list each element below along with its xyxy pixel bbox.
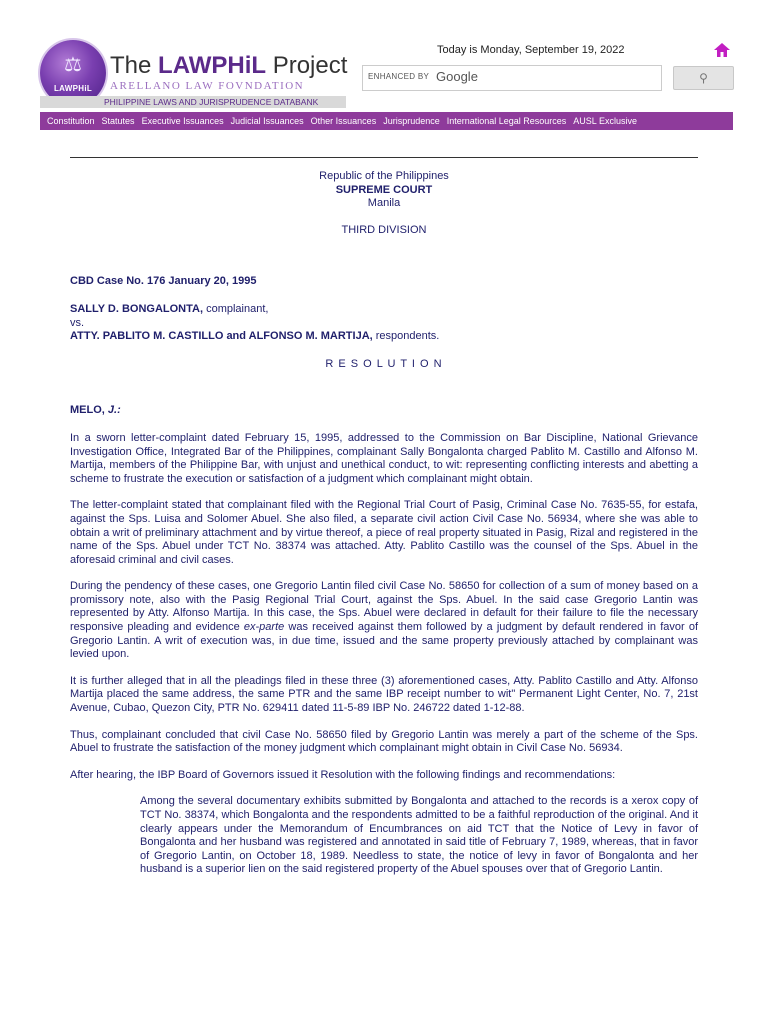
paragraph-3-italic: ex-parte <box>243 621 285 634</box>
paragraph-4: It is further alleged that in all the pleadings filed in these three (3) aforementioned cases, Atty. Pablito Castillo and Atty. Alfonso Martija placed the same address, the same PTR and the same IBP receipt number to wit" Permanent Light Center, No. 7, 21st Avenue, Cubao, Quezon City, PTR No. 629411 dated 11-5-89 IBP No. 246722 dated 1-12-88. <box>70 674 698 715</box>
paragraph-1: In a sworn letter-complaint dated February 15, 1995, addressed to the Commission on Bar Discipline, National Grievance Investigation Office, Integrated Bar of the Philippines, complainant Sally Bongalonta charged Pablito M. Castillo and Alfonso M. Martija, members of the Philippine Bar, with unjust and unethical conduct, to wit: representing conflicting interests and abetting a scheme to frustrate the execution or satisfaction of a judgment which complainant might obtain. <box>70 431 698 485</box>
search-button[interactable] <box>673 66 734 90</box>
site-header <box>0 0 768 135</box>
court: SUPREME COURT <box>335 183 433 196</box>
paragraph-3b: was received against them followed by a judgment by default rendered in favor of Gregorio Lantin. A writ of execution was, in due time, issued and the same property previously attached by complainant was levied upon. <box>70 621 699 661</box>
party-1-name: SALLY D. BONGALONTA, <box>70 302 204 315</box>
today-date: Today is Monday, September 19, 2022 <box>437 44 625 56</box>
paragraph-3a: During the pendency of these cases, one Gregorio Lantin filed civil Case No. 58650 for collection of a sum of money based on a promissory note, also with the Pasig Regional Trial Court, against the Sps. Abuel. In the said case Gregorio Lantin was represented by Atty. Alfonso Martija. In this case, the Sps. Abuel were declared in default for their failure to file the necessary responsive pleading and evidence <box>70 580 698 634</box>
title-brand: LAWPHiL <box>158 52 267 79</box>
versus: vs. <box>70 316 85 329</box>
nav-ausl-exclusive[interactable]: AUSL Exclusive <box>573 116 637 126</box>
party-2 <box>70 330 698 344</box>
divider <box>70 157 698 158</box>
paragraph-3 <box>70 580 698 662</box>
search-icon: ⚲ <box>699 71 708 85</box>
paragraph-6: After hearing, the IBP Board of Governors issued it Resolution with the following findings and recommendations: <box>70 768 616 781</box>
division: THIRD DIVISION <box>341 223 427 236</box>
main-nav <box>40 112 733 130</box>
title-prefix: The <box>110 52 159 79</box>
ponente-name: MELO, <box>70 404 108 417</box>
nav-constitution[interactable]: Constitution <box>47 116 95 126</box>
case-title: CBD Case No. 176 January 20, 1995 <box>70 275 257 288</box>
block-quote: Among the several documentary exhibits submitted by Bongalonta and attached to the records is a xerox copy of TCT No. 38374, which Bongalonta and the respondents admitted to be a faithful reproduction of the original. And it clearly appears under the Memorandum of Encumbrances on aid TCT that the Notice of Levy in favor of Bongalonta and her husband was registered and annotated in said title of February 7, 1989, whereas, that in favor of Gregorio Lantin, on October 18, 1989. Needless to state, the notice of levy in favor of Bongalonta and her husband is a superior lien on the said registered property of the Abuel spouses over that of Gregorio Lantin. <box>140 795 698 876</box>
nav-jurisprudence[interactable]: Jurisprudence <box>383 116 440 126</box>
nav-executive-issuances[interactable]: Executive Issuances <box>141 116 224 126</box>
title-suffix: Project <box>266 52 348 79</box>
scales-of-justice-icon: ⚖ <box>64 54 82 76</box>
party-1 <box>70 303 698 317</box>
nav-statutes[interactable]: Statutes <box>101 116 135 126</box>
logo-text: LAWPHiL <box>53 84 93 93</box>
party-1-role: complainant, <box>203 302 269 315</box>
city: Manila <box>367 197 401 210</box>
site-title[interactable] <box>110 52 347 80</box>
google-label: Google <box>436 69 478 84</box>
arellano-foundation: ARELLANO LAW FOVNDATION <box>110 80 305 92</box>
nav-international-legal-resources[interactable]: International Legal Resources <box>446 116 567 126</box>
tagline: PHILIPPINE LAWS AND JURISPRUDENCE DATABANK <box>104 97 319 107</box>
party-2-name: ATTY. PABLITO M. CASTILLO and ALFONSO M. MARTIJA, <box>70 330 373 343</box>
search-enhanced-label: ENHANCED BY <box>368 72 430 81</box>
home-icon[interactable] <box>713 42 731 58</box>
paragraph-5: Thus, complainant concluded that civil Case No. 58650 filed by Gregorio Lantin was merely a part of the scheme of the Sps. Abuel to frustrate the satisfaction of the money judgment which complainant might obtain in Civil Case No. 56934. <box>70 728 698 755</box>
resolution-heading: R E S O L U T I O N <box>325 357 443 370</box>
party-2-role: respondents. <box>372 330 440 343</box>
nav-judicial-issuances[interactable]: Judicial Issuances <box>230 116 304 126</box>
ponente <box>70 404 698 418</box>
ponente-j: J.: <box>107 404 121 417</box>
search-input[interactable] <box>362 65 662 91</box>
document-body <box>70 170 698 877</box>
paragraph-2: The letter-complaint stated that complainant filed with the Regional Trial Court of Pasig, Criminal Case No. 7635-55, for estafa, against the Sps. Luisa and Solomer Abuel. She also filed, a separate civil action Civil Case No. 56934, where she was able to obtain a writ of preliminary attachment and by virtue thereof, a piece of real property situated in Pasig, Rizal and registered in the name of the Sps. Abuel under TCT No. 38374 was attached. Atty. Pablito Castillo was the counsel of the Sps. Abuel in the aforesaid criminal and civil cases. <box>70 499 698 566</box>
republic: Republic of the Philippines <box>319 170 449 182</box>
nav-other-issuances[interactable]: Other Issuances <box>310 116 377 126</box>
